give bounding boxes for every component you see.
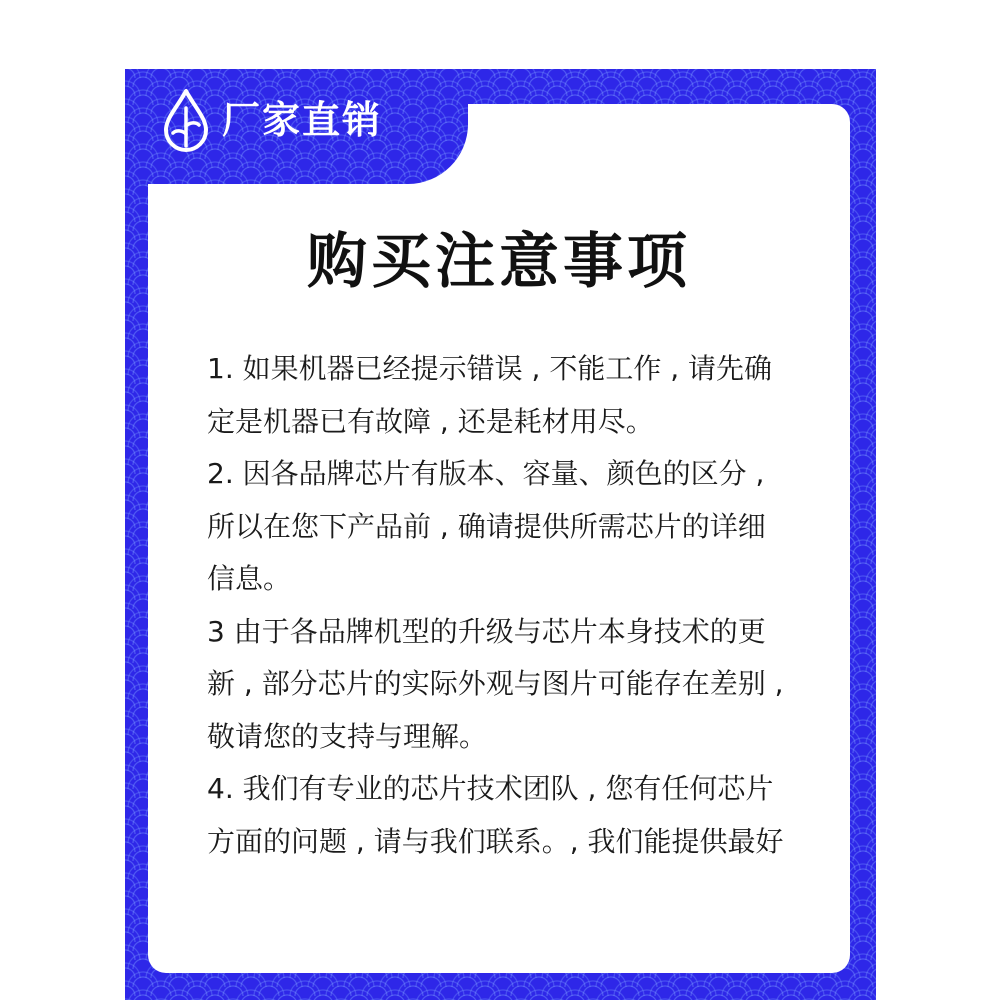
note-line: 方面的问题 , 请与我们联系。, 我们能提供最好 xyxy=(207,824,784,858)
water-drop-icon xyxy=(160,88,212,152)
note-line: 2. 因各品牌芯片有版本、容量、颜色的区分 , xyxy=(207,457,765,490)
note-line: 所以在您下产品前 , 确请提供所需芯片的详细 xyxy=(207,509,766,543)
note-line: 敬请您的支持与理解。 xyxy=(207,719,488,753)
note-line: 定是机器已有故障 , 还是耗材用尽。 xyxy=(207,404,654,438)
notes-list xyxy=(207,343,827,868)
note-line: 3 由于各品牌机型的升级与芯片本身技术的更 xyxy=(207,614,766,648)
note-line: 1. 如果机器已经提示错误 , 不能工作 , 请先确 xyxy=(207,352,773,385)
note-line: 信息。 xyxy=(207,562,292,595)
note-line: 新 , 部分芯片的实际外观与图片可能存在差别 , xyxy=(207,667,784,700)
factory-direct-badge xyxy=(160,84,382,156)
note-line: 4. 我们有专业的芯片技术团队 , 您有任何芯片 xyxy=(207,772,774,805)
badge-label: 厂家直销 xyxy=(222,98,383,142)
page-title: 购买注意事项 xyxy=(307,227,691,297)
